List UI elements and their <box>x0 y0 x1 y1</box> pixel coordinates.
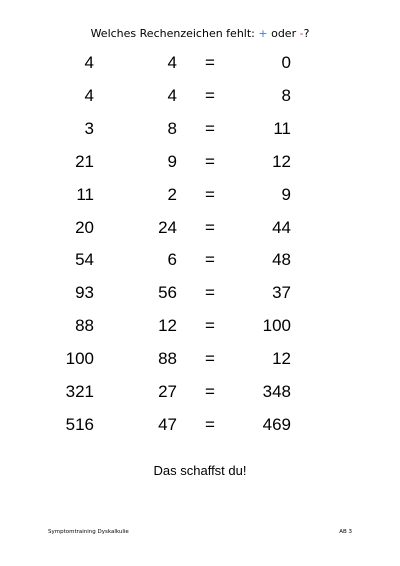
first-operand: 54 <box>75 250 94 270</box>
minus-sign: - <box>299 27 304 40</box>
exercise-row <box>0 382 400 404</box>
title-oder: oder <box>267 27 300 40</box>
plus-sign: + <box>258 27 268 40</box>
title-text: Welches Rechenzeichen fehlt: <box>90 27 259 40</box>
result: 348 <box>262 382 291 401</box>
encouragement-text: Das schaffst du! <box>153 463 247 478</box>
equals-sign: = <box>205 53 215 72</box>
first-operand: 321 <box>65 382 94 401</box>
equals-sign: = <box>205 316 215 336</box>
equals-sign: = <box>205 349 215 369</box>
exercise-row <box>0 218 400 240</box>
first-operand: 11 <box>76 184 94 204</box>
equals-sign: = <box>205 414 215 434</box>
first-operand: 516 <box>65 414 94 434</box>
result: 37 <box>272 283 291 303</box>
first-operand: 88 <box>75 316 94 336</box>
exercise-row <box>0 53 400 75</box>
second-operand: 4 <box>167 53 177 72</box>
first-operand: 93 <box>75 283 94 303</box>
result: 100 <box>262 316 291 336</box>
second-operand: 27 <box>158 382 177 401</box>
second-operand: 4 <box>167 85 177 105</box>
exercise-row <box>0 415 400 437</box>
second-operand: 8 <box>167 118 177 138</box>
result: 469 <box>262 414 291 434</box>
result: 9 <box>281 184 291 204</box>
exercise-row <box>0 185 400 207</box>
second-operand: 56 <box>158 283 177 303</box>
result: 44 <box>272 217 291 237</box>
result: 0 <box>281 53 291 72</box>
first-operand: 20 <box>75 217 94 237</box>
exercise-row <box>0 86 400 108</box>
exercise-row <box>0 349 400 371</box>
result: 8 <box>281 85 291 105</box>
second-operand: 6 <box>167 250 177 270</box>
result: 48 <box>272 250 291 270</box>
result: 12 <box>272 349 291 369</box>
first-operand: 21 <box>75 151 94 171</box>
first-operand: 3 <box>84 118 94 138</box>
second-operand: 88 <box>158 349 177 369</box>
equals-sign: = <box>205 250 215 270</box>
worksheet-title <box>0 27 400 40</box>
equals-sign: = <box>205 85 215 105</box>
exercise-row <box>0 119 400 141</box>
equals-sign: = <box>205 184 215 204</box>
equals-sign: = <box>205 283 215 303</box>
second-operand: 24 <box>158 217 177 237</box>
second-operand: 9 <box>167 151 177 171</box>
exercise-row <box>0 316 400 338</box>
footer-left-text: Symptomtraining Dyskalkulie <box>48 529 129 535</box>
equals-sign: = <box>205 151 215 171</box>
exercise-row <box>0 283 400 305</box>
exercise-row <box>0 152 400 174</box>
footer-right-text: AB 3 <box>339 529 352 535</box>
second-operand: 47 <box>158 414 177 434</box>
equals-sign: = <box>205 217 215 237</box>
result: 12 <box>272 151 291 171</box>
second-operand: 2 <box>167 184 177 204</box>
second-operand: 12 <box>158 316 177 336</box>
result: 11 <box>273 118 291 138</box>
exercise-row <box>0 250 400 272</box>
first-operand: 100 <box>65 349 94 369</box>
first-operand: 4 <box>84 85 94 105</box>
title-question-mark: ? <box>303 27 310 40</box>
equals-sign: = <box>205 118 215 138</box>
first-operand: 4 <box>84 53 94 72</box>
equals-sign: = <box>205 382 215 401</box>
